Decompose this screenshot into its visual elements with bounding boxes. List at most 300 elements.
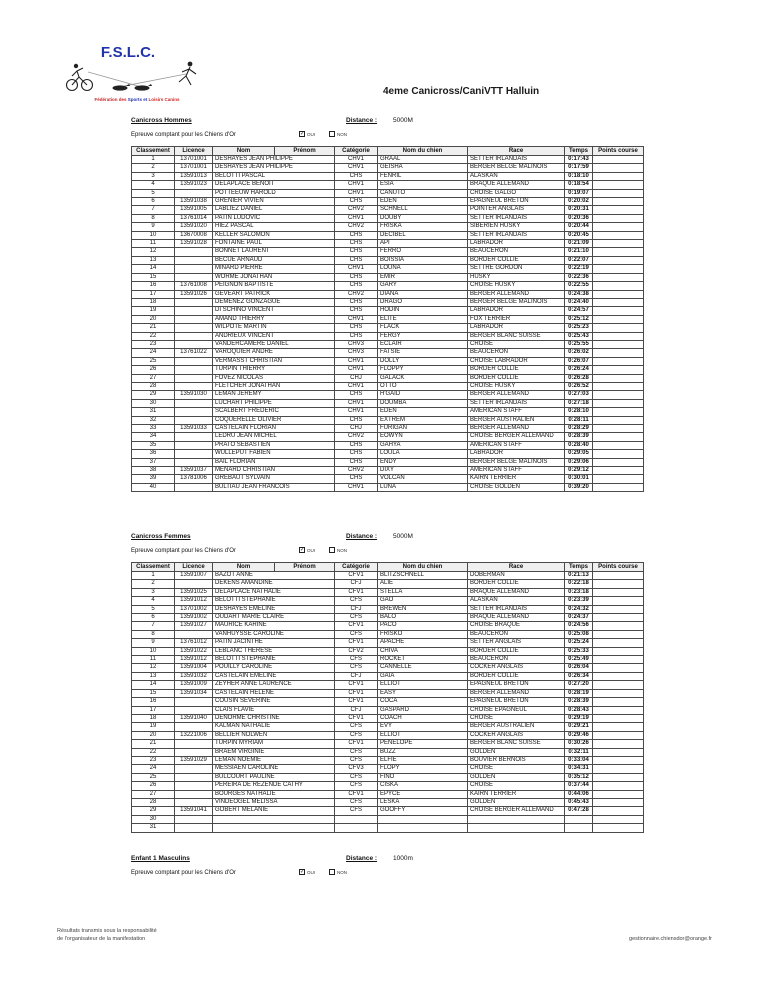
cell-points-course — [593, 164, 644, 172]
fslc-logo-art — [62, 42, 212, 98]
cell-licence: 13591012 — [175, 656, 213, 664]
cell-race: CROISE — [468, 782, 565, 790]
cell-race: SETTER IRLANDAIS — [468, 605, 565, 613]
cell-race: CROISE — [468, 340, 565, 348]
cell-points-course — [593, 614, 644, 622]
cell-temps: 0:30:01 — [565, 475, 593, 483]
cell-licence — [175, 332, 213, 340]
cell-nom-du-chien: GAIA — [378, 672, 468, 680]
table-row — [132, 664, 644, 672]
cell-licence: 13761012 — [175, 639, 213, 647]
cell-race: EPAGNEUL BRETON — [468, 198, 565, 206]
cell-temps: 0:28:10 — [565, 408, 593, 416]
cell-classement: 5 — [132, 189, 175, 197]
oui-checkbox-checked: ✓ — [300, 131, 305, 137]
table-row — [132, 450, 644, 458]
cell-licence — [175, 723, 213, 731]
cell-categorie: CFS — [335, 656, 378, 664]
cell-race: BRAQUE ALLEMAND — [468, 181, 565, 189]
cell-nom-prenom: LEBLANC THERESE — [213, 647, 335, 655]
dogs-icon — [113, 84, 153, 91]
cell-categorie: CHV1 — [335, 399, 378, 407]
col-temps: Temps — [565, 147, 593, 156]
cell-race: CROISE HUSKY — [468, 282, 565, 290]
cell-temps: 0:25:55 — [565, 340, 593, 348]
cell-temps: 0:26:34 — [565, 672, 593, 680]
cell-nom-prenom: BELOTTI PASCAL — [213, 172, 335, 180]
table-row — [132, 282, 644, 290]
section-title: Canicross Femmes — [131, 533, 191, 540]
cell-licence — [175, 790, 213, 798]
cell-nom-prenom: POTTEEUW HAROLD — [213, 189, 335, 197]
cell-temps: 0:26:52 — [565, 382, 593, 390]
cell-classement: 37 — [132, 458, 175, 466]
oui-checkbox-checked: ✓ — [300, 547, 305, 553]
cell-points-course — [593, 408, 644, 416]
cell-race: SETTER IRLANDAIS — [468, 231, 565, 239]
cell-points-course — [593, 698, 644, 706]
cell-categorie: CFS — [335, 773, 378, 781]
cell-points-course — [593, 773, 644, 781]
table-row — [132, 630, 644, 638]
cell-temps: 0:18:54 — [565, 181, 593, 189]
cell-points-course — [593, 664, 644, 672]
cell-race: CROISE BERGER ALLEMAND — [468, 433, 565, 441]
cell-nom-du-chien: GEISHA — [378, 164, 468, 172]
cell-points-course — [593, 483, 644, 491]
cell-licence — [175, 740, 213, 748]
cell-temps: 0:29:21 — [565, 723, 593, 731]
cell-points-course — [593, 765, 644, 773]
cell-nom-du-chien: ELLIOT — [378, 681, 468, 689]
cell-temps: 0:28:43 — [565, 706, 593, 714]
cell-licence: 13591013 — [175, 172, 213, 180]
cell-nom-prenom: DEMENEZ GONZAGUE — [213, 298, 335, 306]
cell-classement: 27 — [132, 374, 175, 382]
cell-licence: 13761014 — [175, 214, 213, 222]
cell-temps: 0:25:23 — [565, 324, 593, 332]
table-row — [132, 773, 644, 781]
cell-race: SETTER IRLANDAIS — [468, 399, 565, 407]
cell-licence — [175, 366, 213, 374]
footer-disclaimer — [57, 927, 157, 943]
cell-race: BERGER ALLEMAND — [468, 689, 565, 697]
cell-licence — [175, 399, 213, 407]
table-row — [132, 731, 644, 739]
cell-classement: 22 — [132, 748, 175, 756]
oui-label: OUI — [307, 547, 316, 553]
table-row — [132, 374, 644, 382]
results-table-hommes — [131, 146, 644, 492]
cell-classement: 36 — [132, 450, 175, 458]
cell-classement: 1 — [132, 572, 175, 580]
cell-classement: 26 — [132, 782, 175, 790]
cell-points-course — [593, 399, 644, 407]
col-points-course: Points course — [593, 147, 644, 156]
cell-race: FOX TERRIER — [468, 315, 565, 323]
cell-classement: 1 — [132, 156, 175, 164]
cell-race: BEAUCERON — [468, 349, 565, 357]
non-checkbox-unchecked — [329, 547, 335, 553]
cell-nom-du-chien: DRAGO — [378, 298, 468, 306]
cell-nom-prenom: MENARD CHRISTIAN — [213, 467, 335, 475]
cell-licence: 13591004 — [175, 664, 213, 672]
table-row — [132, 240, 644, 248]
cell-licence — [175, 824, 213, 832]
cell-categorie: CFV1 — [335, 714, 378, 722]
cell-points-course — [593, 332, 644, 340]
cell-points-course — [593, 231, 644, 239]
cell-nom-du-chien: EXTREM — [378, 416, 468, 424]
table-row — [132, 580, 644, 588]
cell-points-course — [593, 290, 644, 298]
cell-points-course — [593, 723, 644, 731]
cell-licence — [175, 765, 213, 773]
cell-categorie: CHS — [335, 475, 378, 483]
cell-points-course — [593, 605, 644, 613]
cell-classement: 15 — [132, 273, 175, 281]
cell-nom-du-chien: DOUMBA — [378, 399, 468, 407]
table-row — [132, 748, 644, 756]
table-row — [132, 475, 644, 483]
cell-nom-du-chien: EVY — [378, 723, 468, 731]
cell-classement: 12 — [132, 664, 175, 672]
cell-points-course — [593, 756, 644, 764]
cell-race: BERGER BLANC SUISSE — [468, 740, 565, 748]
table-row — [132, 206, 644, 214]
cell-nom-du-chien: API — [378, 240, 468, 248]
cell-temps: 0:27:20 — [565, 681, 593, 689]
cell-categorie: CHJ — [335, 425, 378, 433]
cell-temps: 0:20:02 — [565, 198, 593, 206]
table-row — [132, 349, 644, 357]
cell-nom-prenom: VERMASST CHRISTIAN — [213, 357, 335, 365]
cell-race: CROISE BRAQUE — [468, 622, 565, 630]
cell-categorie: CHV1 — [335, 366, 378, 374]
cell-classement: 25 — [132, 357, 175, 365]
cell-licence: 13591026 — [175, 290, 213, 298]
cell-nom-prenom: ZEYHER ANNE LAURENCE — [213, 681, 335, 689]
cell-temps: 0:22:07 — [565, 256, 593, 264]
cell-nom-du-chien: CISKA — [378, 782, 468, 790]
col-nom-du-chien: Nom du chien — [378, 147, 468, 156]
cell-classement: 13 — [132, 672, 175, 680]
cell-nom-du-chien: STELLA — [378, 588, 468, 596]
cell-categorie: CFV1 — [335, 790, 378, 798]
cell-nom-prenom: ANDRIEUX VINCENT — [213, 332, 335, 340]
cell-points-course — [593, 382, 644, 390]
cell-licence — [175, 580, 213, 588]
cell-nom-prenom: PRATO SEBASTIEN — [213, 441, 335, 449]
cell-nom-prenom: MESSIAEN CAROLINE — [213, 765, 335, 773]
cell-race: GOLDEN — [468, 798, 565, 806]
cell-licence — [175, 698, 213, 706]
cell-licence: 13591025 — [175, 588, 213, 596]
cell-nom-du-chien: DECIBEL — [378, 231, 468, 239]
distance-value: 5000M — [393, 533, 413, 540]
cell-categorie: CHV1 — [335, 181, 378, 189]
cell-licence: 13761008 — [175, 282, 213, 290]
cell-categorie: CFJ — [335, 672, 378, 680]
cell-nom-prenom: GRENIER VIVIEN — [213, 198, 335, 206]
oui-label: OUI — [307, 131, 316, 137]
cell-categorie: CHS — [335, 282, 378, 290]
cell-temps — [565, 815, 593, 823]
cell-points-course — [593, 315, 644, 323]
cell-points-course — [593, 324, 644, 332]
cell-nom-prenom: LEMAN NOEMIE — [213, 756, 335, 764]
cell-nom-du-chien: ELLIOT — [378, 731, 468, 739]
cell-nom-prenom: MINARD PIERRE — [213, 265, 335, 273]
cell-points-course — [593, 206, 644, 214]
cell-points-course — [593, 433, 644, 441]
cell-nom-prenom: DELAPLACE BENOIT — [213, 181, 335, 189]
cell-race: SETTRE GORDON — [468, 265, 565, 273]
cell-temps: 0:29:46 — [565, 731, 593, 739]
cell-nom-du-chien: GASPARD — [378, 706, 468, 714]
cell-temps: 0:24:40 — [565, 298, 593, 306]
cell-race: EPAGNEUL BRETON — [468, 698, 565, 706]
cell-licence: 13591020 — [175, 223, 213, 231]
cell-nom-du-chien: ENDY — [378, 458, 468, 466]
cell-race: BERGER BELGE MALINOIS — [468, 458, 565, 466]
cell-race: CROISE GOLDEN — [468, 483, 565, 491]
cell-classement: 28 — [132, 798, 175, 806]
col-nom-du-chien: Nom du chien — [378, 563, 468, 572]
cell-points-course — [593, 181, 644, 189]
table-row — [132, 815, 644, 823]
cell-categorie: CFS — [335, 597, 378, 605]
section-canicross-hommes — [131, 117, 643, 492]
cell-nom-prenom: DEKENS AMANDINE — [213, 580, 335, 588]
cell-nom-du-chien: DOUBY — [378, 214, 468, 222]
cell-temps: 0:20:44 — [565, 223, 593, 231]
cell-classement: 19 — [132, 307, 175, 315]
table-row — [132, 614, 644, 622]
cell-race: CROISE — [468, 714, 565, 722]
cell-temps: 0:22:36 — [565, 273, 593, 281]
cell-licence — [175, 815, 213, 823]
cell-points-course — [593, 475, 644, 483]
cell-nom-du-chien: PENELOPE — [378, 740, 468, 748]
cell-classement: 6 — [132, 614, 175, 622]
cell-classement: 28 — [132, 382, 175, 390]
cell-classement: 39 — [132, 475, 175, 483]
cell-temps: 0:29:06 — [565, 458, 593, 466]
cell-temps: 0:20:31 — [565, 206, 593, 214]
cell-temps: 0:22:18 — [565, 580, 593, 588]
col-race: Race — [468, 563, 565, 572]
non-label: NON — [337, 869, 347, 875]
cell-categorie: CHV1 — [335, 315, 378, 323]
cell-categorie: CFS — [335, 664, 378, 672]
cell-temps: 0:47:28 — [565, 807, 593, 815]
cell-categorie: CFJ — [335, 605, 378, 613]
cell-race: AMERICAN STAFF — [468, 467, 565, 475]
cell-categorie: CFS — [335, 723, 378, 731]
table-row — [132, 681, 644, 689]
cell-licence — [175, 374, 213, 382]
cell-licence: 13221006 — [175, 731, 213, 739]
cell-temps: 0:22:55 — [565, 282, 593, 290]
cell-categorie: CHS — [335, 231, 378, 239]
cell-race: GOLDEN — [468, 748, 565, 756]
cell-licence — [175, 483, 213, 491]
cell-categorie: CHV1 — [335, 408, 378, 416]
col-points-course: Points course — [593, 563, 644, 572]
distance-label: Distance : — [346, 533, 378, 540]
cell-classement: 10 — [132, 231, 175, 239]
cell-race: BRAQUE ALLEMAND — [468, 614, 565, 622]
cell-temps: 0:25:12 — [565, 315, 593, 323]
cell-temps: 0:25:33 — [565, 647, 593, 655]
cell-categorie: CHV3 — [335, 340, 378, 348]
cell-classement: 40 — [132, 483, 175, 491]
cell-categorie: CFV3 — [335, 765, 378, 773]
cell-categorie: CHS — [335, 458, 378, 466]
cell-nom-du-chien: LESKA — [378, 798, 468, 806]
cell-categorie: CFS — [335, 756, 378, 764]
table-row — [132, 698, 644, 706]
cell-classement: 6 — [132, 198, 175, 206]
cell-categorie: CFV1 — [335, 681, 378, 689]
cell-race: LABRADOR — [468, 450, 565, 458]
table-row — [132, 622, 644, 630]
col-temps: Temps — [565, 563, 593, 572]
cell-nom-prenom: WORME JONATHAN — [213, 273, 335, 281]
cell-licence — [175, 782, 213, 790]
cell-temps: 0:21:13 — [565, 572, 593, 580]
cell-licence — [175, 256, 213, 264]
cell-race: BERGER ALLEMAND — [468, 425, 565, 433]
cell-nom-du-chien: FATSIE — [378, 349, 468, 357]
cell-race: SIBERIEN HUSKY — [468, 223, 565, 231]
cell-points-course — [593, 458, 644, 466]
non-checkbox-unchecked — [329, 869, 335, 875]
cell-nom-du-chien: PACO — [378, 622, 468, 630]
table-row — [132, 189, 644, 197]
table-row — [132, 807, 644, 815]
col-classement: Classement — [132, 147, 175, 156]
cell-points-course — [593, 357, 644, 365]
cell-categorie — [335, 824, 378, 832]
cell-nom-du-chien: EOWYN — [378, 433, 468, 441]
table-row — [132, 307, 644, 315]
col-nom: Nom — [213, 563, 275, 572]
cell-race: BERGER AUSTRALIEN — [468, 416, 565, 424]
cell-temps: 0:28:19 — [565, 689, 593, 697]
cell-points-course — [593, 824, 644, 832]
epreuve-label: Epreuve comptant pour les Chiens d'Or — [131, 870, 236, 876]
table-row — [132, 714, 644, 722]
cell-licence — [175, 630, 213, 638]
cell-licence: 13591022 — [175, 647, 213, 655]
table-row — [132, 639, 644, 647]
cell-classement: 13 — [132, 256, 175, 264]
col-classement: Classement — [132, 563, 175, 572]
cell-nom-prenom: TURPIN MYRIAM — [213, 740, 335, 748]
table-row — [132, 706, 644, 714]
cell-points-course — [593, 815, 644, 823]
cell-points-course — [593, 656, 644, 664]
cell-nom-du-chien: SCHNELL — [378, 206, 468, 214]
cell-points-course — [593, 782, 644, 790]
cell-temps: 0:27:18 — [565, 399, 593, 407]
distance-label: Distance : — [346, 855, 378, 862]
cell-nom-prenom: VINDEOGEL MELISSA — [213, 798, 335, 806]
cell-nom-prenom: FLETCHER JONATHAN — [213, 382, 335, 390]
cell-licence: 13591023 — [175, 181, 213, 189]
cell-classement: 29 — [132, 807, 175, 815]
cell-temps: 0:22:19 — [565, 265, 593, 273]
cell-categorie: CFV1 — [335, 740, 378, 748]
cell-temps: 0:19:07 — [565, 189, 593, 197]
cell-points-course — [593, 248, 644, 256]
cell-licence: 13591038 — [175, 198, 213, 206]
cell-nom-du-chien — [378, 824, 468, 832]
cell-race: ALASKAN — [468, 597, 565, 605]
cell-points-course — [593, 273, 644, 281]
cell-temps: 0:25:08 — [565, 630, 593, 638]
cell-race: LABRADOR — [468, 324, 565, 332]
cell-licence — [175, 441, 213, 449]
cell-categorie: CFV1 — [335, 698, 378, 706]
footer-disclaimer-line1: Résultats transmis sous la responsabilité — [57, 928, 157, 934]
cell-temps: 0:28:11 — [565, 416, 593, 424]
cell-classement: 31 — [132, 824, 175, 832]
cell-nom-du-chien: EMIR — [378, 273, 468, 281]
distance-value: 5000M — [393, 117, 413, 124]
cell-classement: 18 — [132, 298, 175, 306]
cell-categorie: CHS — [335, 256, 378, 264]
cell-nom-du-chien: BREWEN — [378, 605, 468, 613]
cell-temps: 0:24:56 — [565, 622, 593, 630]
cell-race: KAIRN TERRIER — [468, 475, 565, 483]
section-title: Enfant 1 Masculins — [131, 855, 190, 862]
cell-nom-prenom: HIEZ PASCAL — [213, 223, 335, 231]
cell-licence — [175, 265, 213, 273]
cell-temps: 0:23:18 — [565, 588, 593, 596]
cell-licence — [175, 357, 213, 365]
cell-race: BORDER COLLIE — [468, 580, 565, 588]
cell-categorie: CHV1 — [335, 156, 378, 164]
cell-race: BORDER COLLIE — [468, 374, 565, 382]
cell-race: BORDER COLLIE — [468, 647, 565, 655]
section-title: Canicross Hommes — [131, 117, 192, 124]
cell-temps: 0:28:39 — [565, 698, 593, 706]
results-table-femmes — [131, 562, 644, 833]
cell-classement: 17 — [132, 706, 175, 714]
cell-categorie: CHV2 — [335, 467, 378, 475]
cell-race: CROISE BERGER ALLEMAND — [468, 807, 565, 815]
cell-race: BORDER COLLIE — [468, 672, 565, 680]
cell-categorie: CHV1 — [335, 164, 378, 172]
cell-temps: 0:25:43 — [565, 332, 593, 340]
cell-nom-du-chien: COCA — [378, 698, 468, 706]
table-row — [132, 689, 644, 697]
cell-nom-du-chien: GALACK — [378, 374, 468, 382]
cell-categorie: CFV1 — [335, 639, 378, 647]
cell-nom-prenom: KELLER SALOMON — [213, 231, 335, 239]
cell-licence: 13701001 — [175, 164, 213, 172]
cell-nom-prenom: OUDART MARIE CLAIRE — [213, 614, 335, 622]
section-enfant-1-masculins — [131, 855, 643, 884]
cell-points-course — [593, 240, 644, 248]
cell-categorie: CHV2 — [335, 433, 378, 441]
cell-nom-prenom: PATIN LUDOVIC — [213, 214, 335, 222]
cell-race — [468, 815, 565, 823]
table-row — [132, 256, 644, 264]
